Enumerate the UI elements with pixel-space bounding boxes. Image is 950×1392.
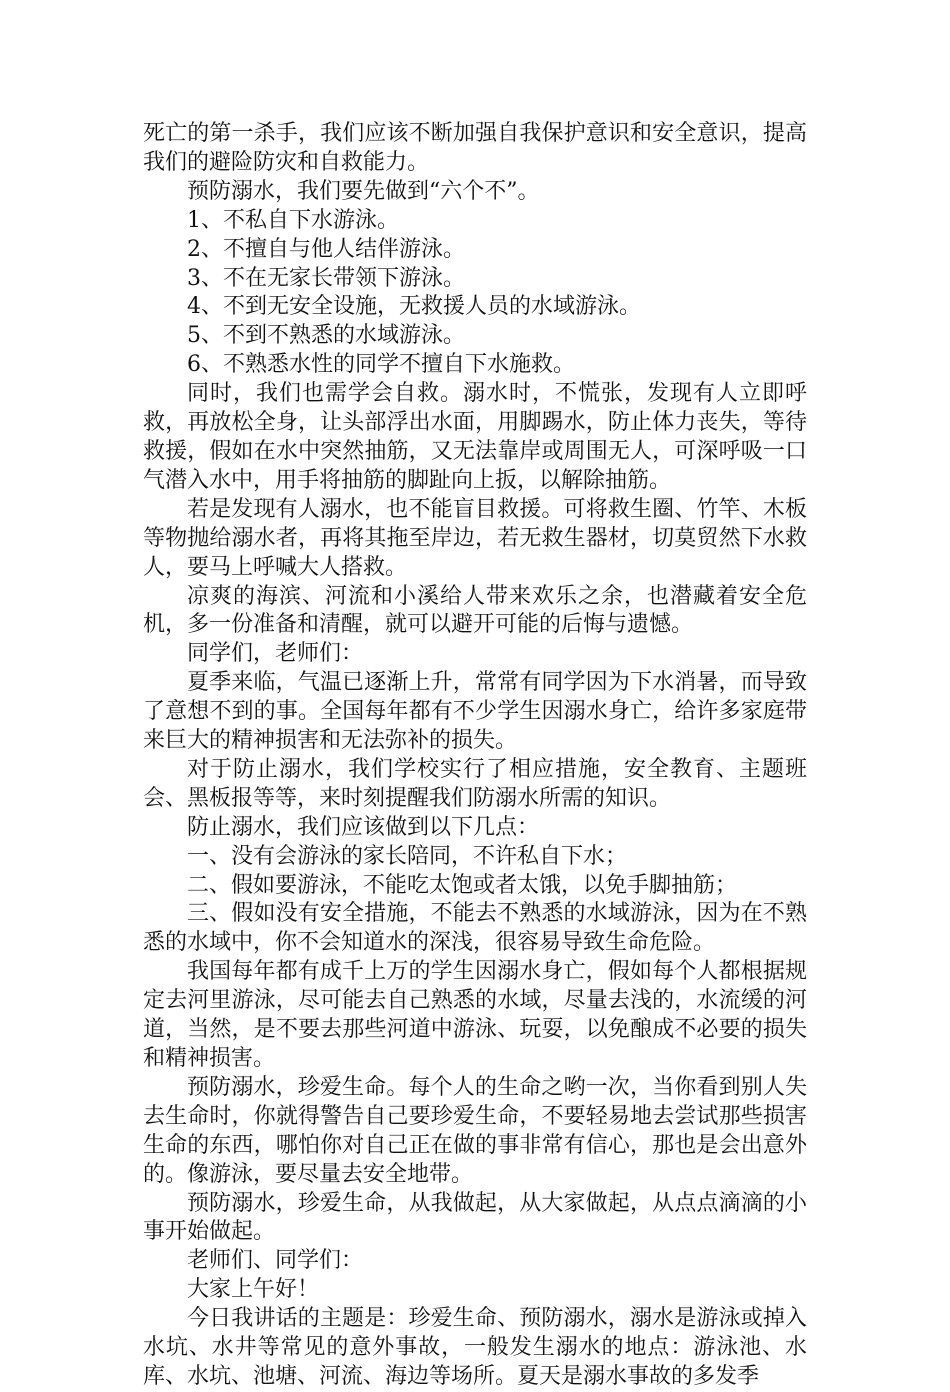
paragraph-seaside: 凉爽的海滨、河流和小溪给人带来欢乐之余，也潜藏着安全危机，多一份准备和清醒，就可以避开可能的后悔与遗憾。 (143, 583, 807, 638)
paragraph-start-with-me: 预防溺水，珍爱生命，从我做起，从大家做起，从点点滴滴的小事开始做起。 (143, 1190, 807, 1245)
paragraph-self-rescue: 同时，我们也需学会自救。溺水时，不慌张，发现有人立即呼救，再放松全身，让头部浮出水面，用脚踢水，防止体力丧失，等待救援，假如在水中突然抽筋，又无法靠岸或周围无人，可深呼吸一口气潜入水中，用手将抽筋的脚趾向上扳，以解除抽筋。 (143, 381, 807, 493)
list-item-point-3: 三、假如没有安全措施，不能去不熟悉的水域游泳，因为在不熟悉的水域中，你不会知道水的深浅，很容易导致生命危险。 (143, 901, 807, 956)
list-item-point-2: 二、假如要游泳，不能吃太饱或者太饿，以免手脚抽筋； (187, 872, 738, 898)
list-item-rule-5: 5、不到不熟悉的水域游泳。 (187, 323, 465, 349)
list-item-rule-3: 3、不在无家长带领下游泳。 (187, 265, 465, 291)
paragraph-topic: 今日我讲话的主题是：珍爱生命、预防溺水，溺水是游泳或掉入水坑、水井等常见的意外事故，一般发生溺水的地点：游泳池、水库、水坑、池塘、河流、海边等场所。夏天是溺水事故的多发季 (143, 1306, 807, 1389)
paragraph-good-morning: 大家上午好！ (187, 1277, 320, 1303)
list-item-rule-6: 6、不熟悉水性的同学不擅自下水施救。 (187, 352, 575, 378)
paragraph-cherish-life: 预防溺水，珍爱生命。每个人的生命之哟一次，当你看到别人失去生命时，你就得警告自己要珍爱生命，不要轻易地去尝试那些损害生命的东西，哪怕你对自己正在做的事非常有信心，那也是会出意外的。像游泳，要尽量去安全地带。 (143, 1074, 807, 1187)
paragraph-greeting-1: 同学们，老师们： (187, 641, 364, 667)
paragraph-six-nos-intro: 预防溺水，我们要先做到“六个不”。 (187, 178, 540, 204)
paragraph-summer: 夏季来临，气温已逐渐上升，常常有同学因为下水消暑，而导致了意想不到的事。全国每年都有不少学生因溺水身亡，给许多家庭带来巨大的精神损害和无法弥补的损失。 (143, 670, 807, 754)
paragraph-points-intro: 防止溺水，我们应该做到以下几点： (187, 814, 540, 840)
list-item-point-1: 一、没有会游泳的家长陪同，不许私自下水； (187, 843, 628, 869)
list-item-rule-2: 2、不擅自与他人结伴游泳。 (187, 236, 465, 262)
paragraph-school-measures: 对于防止溺水，我们学校实行了相应措施，安全教育、主题班会、黑板报等等，来时刻提醒我们防溺水所需的知识。 (143, 756, 807, 811)
paragraph-rescue-others: 若是发现有人溺水，也不能盲目救援。可将救生圈、竹竿、木板等物抛给溺水者，再将其拖至岸边，若无救生器材，切莫贸然下水救人，要马上呼喊大人搭救。 (143, 496, 807, 580)
list-item-rule-4: 4、不到无安全设施，无救援人员的水域游泳。 (187, 294, 641, 320)
document-body (143, 120, 807, 1392)
paragraph-continuation: 死亡的第一杀手，我们应该不断加强自我保护意识和安全意识，提高我们的避险防灾和自救能力。 (143, 121, 807, 175)
paragraph-national: 我国每年都有成千上万的学生因溺水身亡，假如每个人都根据规定去河里游泳，尽可能去自己熟悉的水域，尽量去浅的，水流缓的河道，当然，是不要去那些河道中游泳、玩耍，以免酿成不必要的损失和精神损害。 (143, 959, 807, 1071)
paragraph-greeting-2: 老师们、同学们： (187, 1248, 364, 1274)
list-item-rule-1: 1、不私自下水游泳。 (187, 207, 399, 233)
